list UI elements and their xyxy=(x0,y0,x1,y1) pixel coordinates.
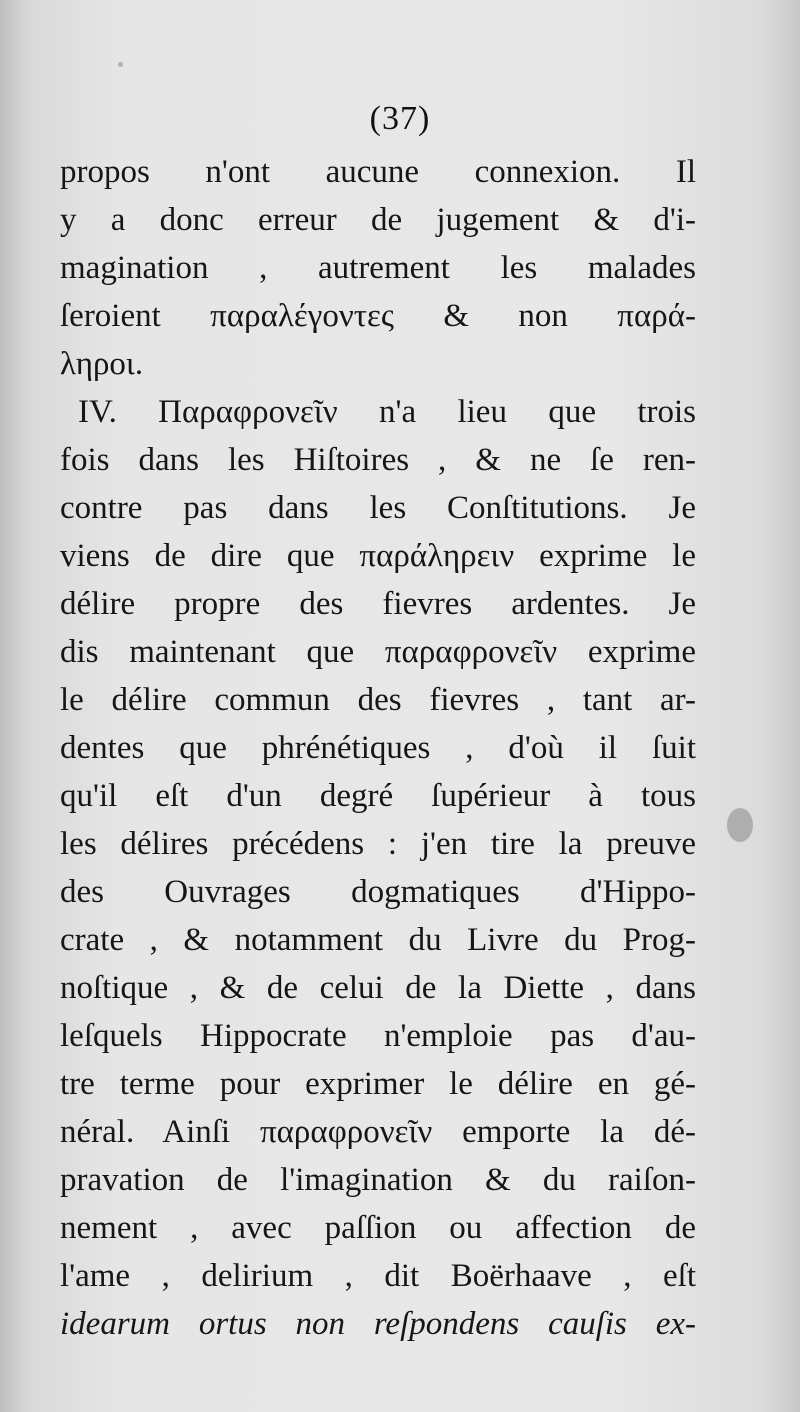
text-line: dis maintenant que παραφρονεῖν exprime xyxy=(60,634,696,670)
text-line: y a donc erreur de jugement & d'i- xyxy=(60,202,696,238)
text-line: noſtique , & de celui de la Diette , dans xyxy=(60,970,696,1006)
text-line: leſquels Hippocrate n'emploie pas d'au- xyxy=(60,1018,696,1054)
text-line: dentes que phrénétiques , d'où il ſuit xyxy=(60,730,696,766)
page-number: (37) xyxy=(369,100,431,137)
text-line: propos n'ont aucune connexion. Il xyxy=(60,154,696,190)
text-line: délire propre des fievres ardentes. Je xyxy=(60,586,696,622)
page-blemish xyxy=(727,808,753,842)
text-line: viens de dire que παράληρειν exprime le xyxy=(60,538,696,574)
page-blemish xyxy=(118,62,123,67)
body-text xyxy=(60,148,696,1348)
text-line: pravation de l'imagination & du raiſon- xyxy=(60,1162,696,1198)
text-line: l'ame , delirium , dit Boërhaave , eſt xyxy=(60,1258,696,1294)
text-line: néral. Ainſi παραφρονεῖν emporte la dé- xyxy=(60,1114,696,1150)
text-line: tre terme pour exprimer le délire en gé- xyxy=(60,1066,696,1102)
text-line: IV. Παραφρονεῖν n'a lieu que trois xyxy=(78,394,696,430)
text-line: le délire commun des fievres , tant ar- xyxy=(60,682,696,718)
text-line: crate , & notamment du Livre du Prog- xyxy=(60,922,696,958)
text-line: contre pas dans les Conſtitutions. Je xyxy=(60,490,696,526)
text-line: idearum ortus non reſpondens cauſis ex- xyxy=(60,1306,696,1342)
text-line: ληροι. xyxy=(60,346,144,382)
text-line: magination , autrement les malades xyxy=(60,250,696,286)
text-line: des Ouvrages dogmatiques d'Hippo- xyxy=(60,874,696,910)
text-line: nement , avec paſſion ou affection de xyxy=(60,1210,696,1246)
text-line: fois dans les Hiſtoires , & ne ſe ren- xyxy=(60,442,696,478)
text-line: qu'il eſt d'un degré ſupérieur à tous xyxy=(60,778,696,814)
text-line: les délires précédens : j'en tire la preuve xyxy=(60,826,696,862)
text-line: ſeroient παραλέγοντες & non παρά- xyxy=(60,298,696,334)
